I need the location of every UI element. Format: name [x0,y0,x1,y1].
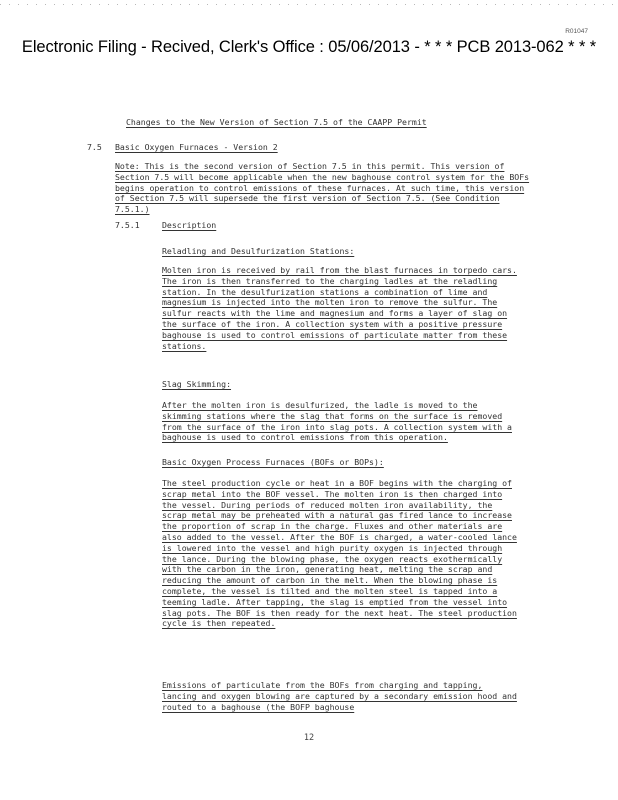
reladling-heading: Reladling and Desulfurization Stations: [162,246,355,256]
subsection-title: Description [162,220,217,230]
bof-heading: Basic Oxygen Process Furnaces (BOFs or BOPs): [162,457,384,467]
subsection-number: 7.5.1 [115,220,140,230]
section-title: Basic Oxygen Furnaces - Version 2 [115,142,278,152]
changes-heading: Changes to the New Version of Section 7.5 of the CAAPP Permit [126,117,427,127]
file-number: R01047 [565,28,588,35]
section-number: 7.5 [87,142,102,152]
bof-paragraph: The steel production cycle or heat in a BOF begins with the charging of scrap metal into the BOF vessel. The molten iron is then charged into the vessel. During periods of reduced molten iron availability, the scrap metal may be preheated with a natural gas fired lance to increase the proportion of scrap in the charge. Fluxes and other materials are also added to the vessel. After the BOF is charged, a water-cooled lance is lowered into the vessel and high purity oxygen is injected through the lance. During the blowing phase, the oxygen reacts exothermically with the carbon in the iron, generating heat, melting the scrap and reducing the amount of carbon in the melt. When the blowing phase is complete, the vessel is tilted and the molten steel is tapped into a teeming ladle. After tapping, the slag is emptied from the vessel into slag pots. The BOF is then ready for the next heat. The steel production cycle is then repeated. [162,478,517,629]
version-note: Note: This is the second version of Section 7.5 in this permit. This version of Section 7.5 will become applicable when the new baghouse control system for the BOFs begins operation to control emissions of these furnaces. At such time, this version of Section 7.5 will supersede the first version of Section 7.5. (See Condition 7.5.1.) [115,161,530,215]
slag-heading: Slag Skimming: [162,379,232,389]
filing-stamp: Electronic Filing - Recived, Clerk's Office : 05/06/2013 - * * * PCB 2013-062 * * * [21,38,597,56]
reladling-paragraph: Molten iron is received by rail from the blast furnaces in torpedo cars. The iron is then transferred to the charging ladles at the reladling station. In the desulfurization stations a combination of lime and magnesium is injected into the molten iron to remove the sulfur. The sulfur reacts with the lime and magnesium and forms a layer of slag on the surface of the iron. A collection system with a positive pressure baghouse is used to control emissions of particulate matter from these stations. [162,265,517,351]
emissions-paragraph: Emissions of particulate from the BOFs from charging and tapping, lancing and oxygen blowing are captured by a secondary emission hood and routed to a baghouse (the BOFP baghouse [162,680,517,712]
slag-paragraph: After the molten iron is desulfurized, the ladle is moved to the skimming stations where the slag that forms on the surface is removed from the surface of the iron into slag pots. A collection system with a baghouse is used to control emissions from this operation. [162,400,512,443]
page-number: 12 [303,733,315,743]
scan-edge-speckle [0,4,618,5]
